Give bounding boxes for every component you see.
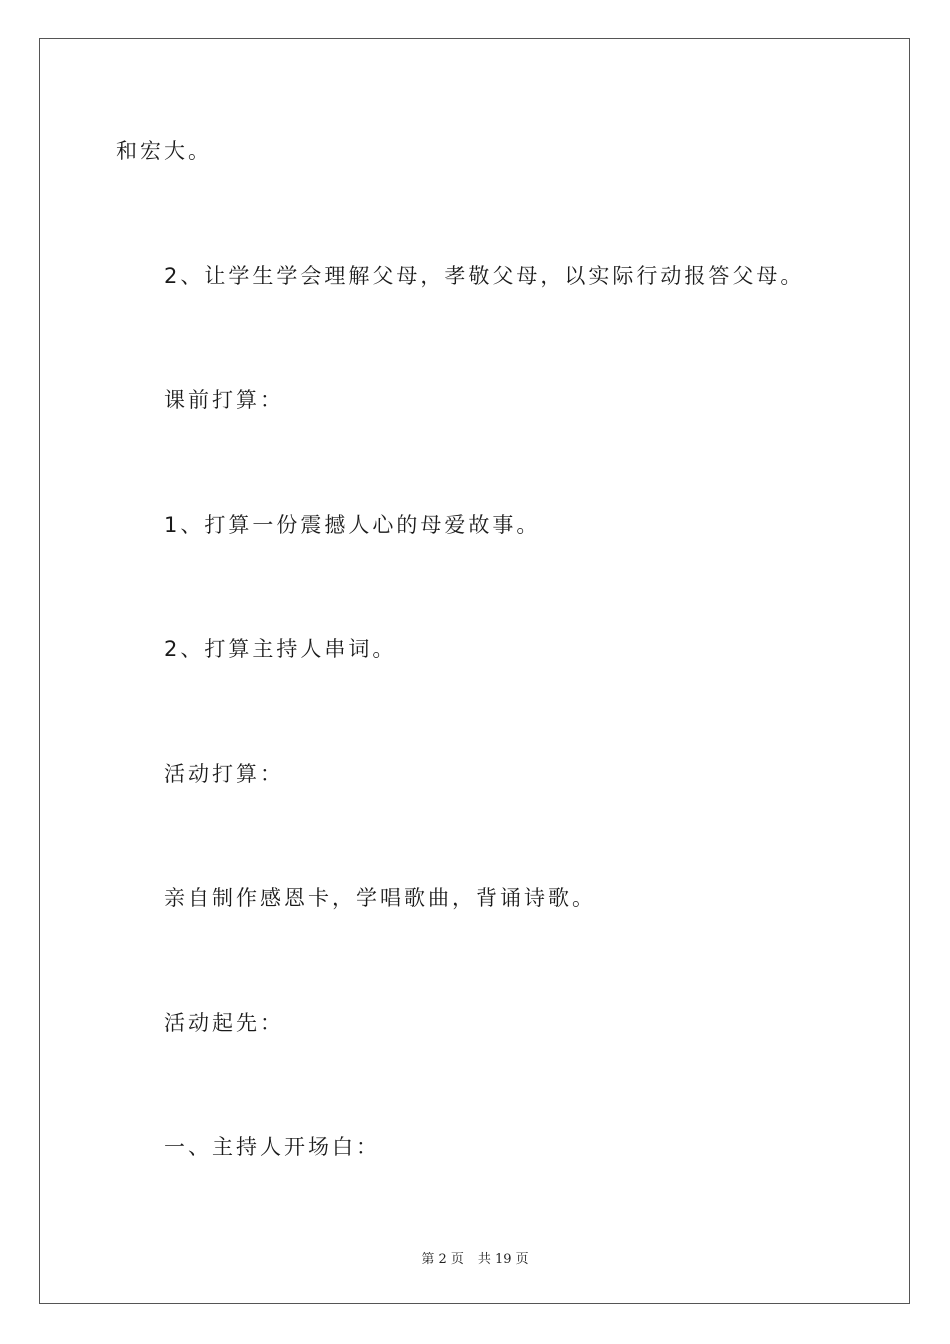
goal-item-2: 2、让学生学会理解父母，孝敬父母，以实际行动报答父母。 [164, 264, 805, 288]
page-number: 第 2 页 [421, 1252, 464, 1267]
preparation-item-1: 1、打算一份震撼人心的母爱故事。 [164, 513, 541, 537]
activity-step-1: 一、主持人开场白： [164, 1135, 380, 1159]
page-total: 共 19 页 [477, 1252, 529, 1267]
section-heading-preparation: 课前打算： [164, 388, 284, 412]
page-frame [39, 38, 910, 1304]
section-heading-activity-start: 活动起先： [164, 1011, 284, 1035]
section-heading-activity-prep: 活动打算： [164, 762, 284, 786]
page-footer [0, 1248, 950, 1267]
paragraph-continuation: 和宏大。 [116, 139, 212, 163]
activity-prep-content: 亲自制作感恩卡，学唱歌曲，背诵诗歌。 [164, 886, 596, 910]
preparation-item-2: 2、打算主持人串词。 [164, 637, 397, 661]
